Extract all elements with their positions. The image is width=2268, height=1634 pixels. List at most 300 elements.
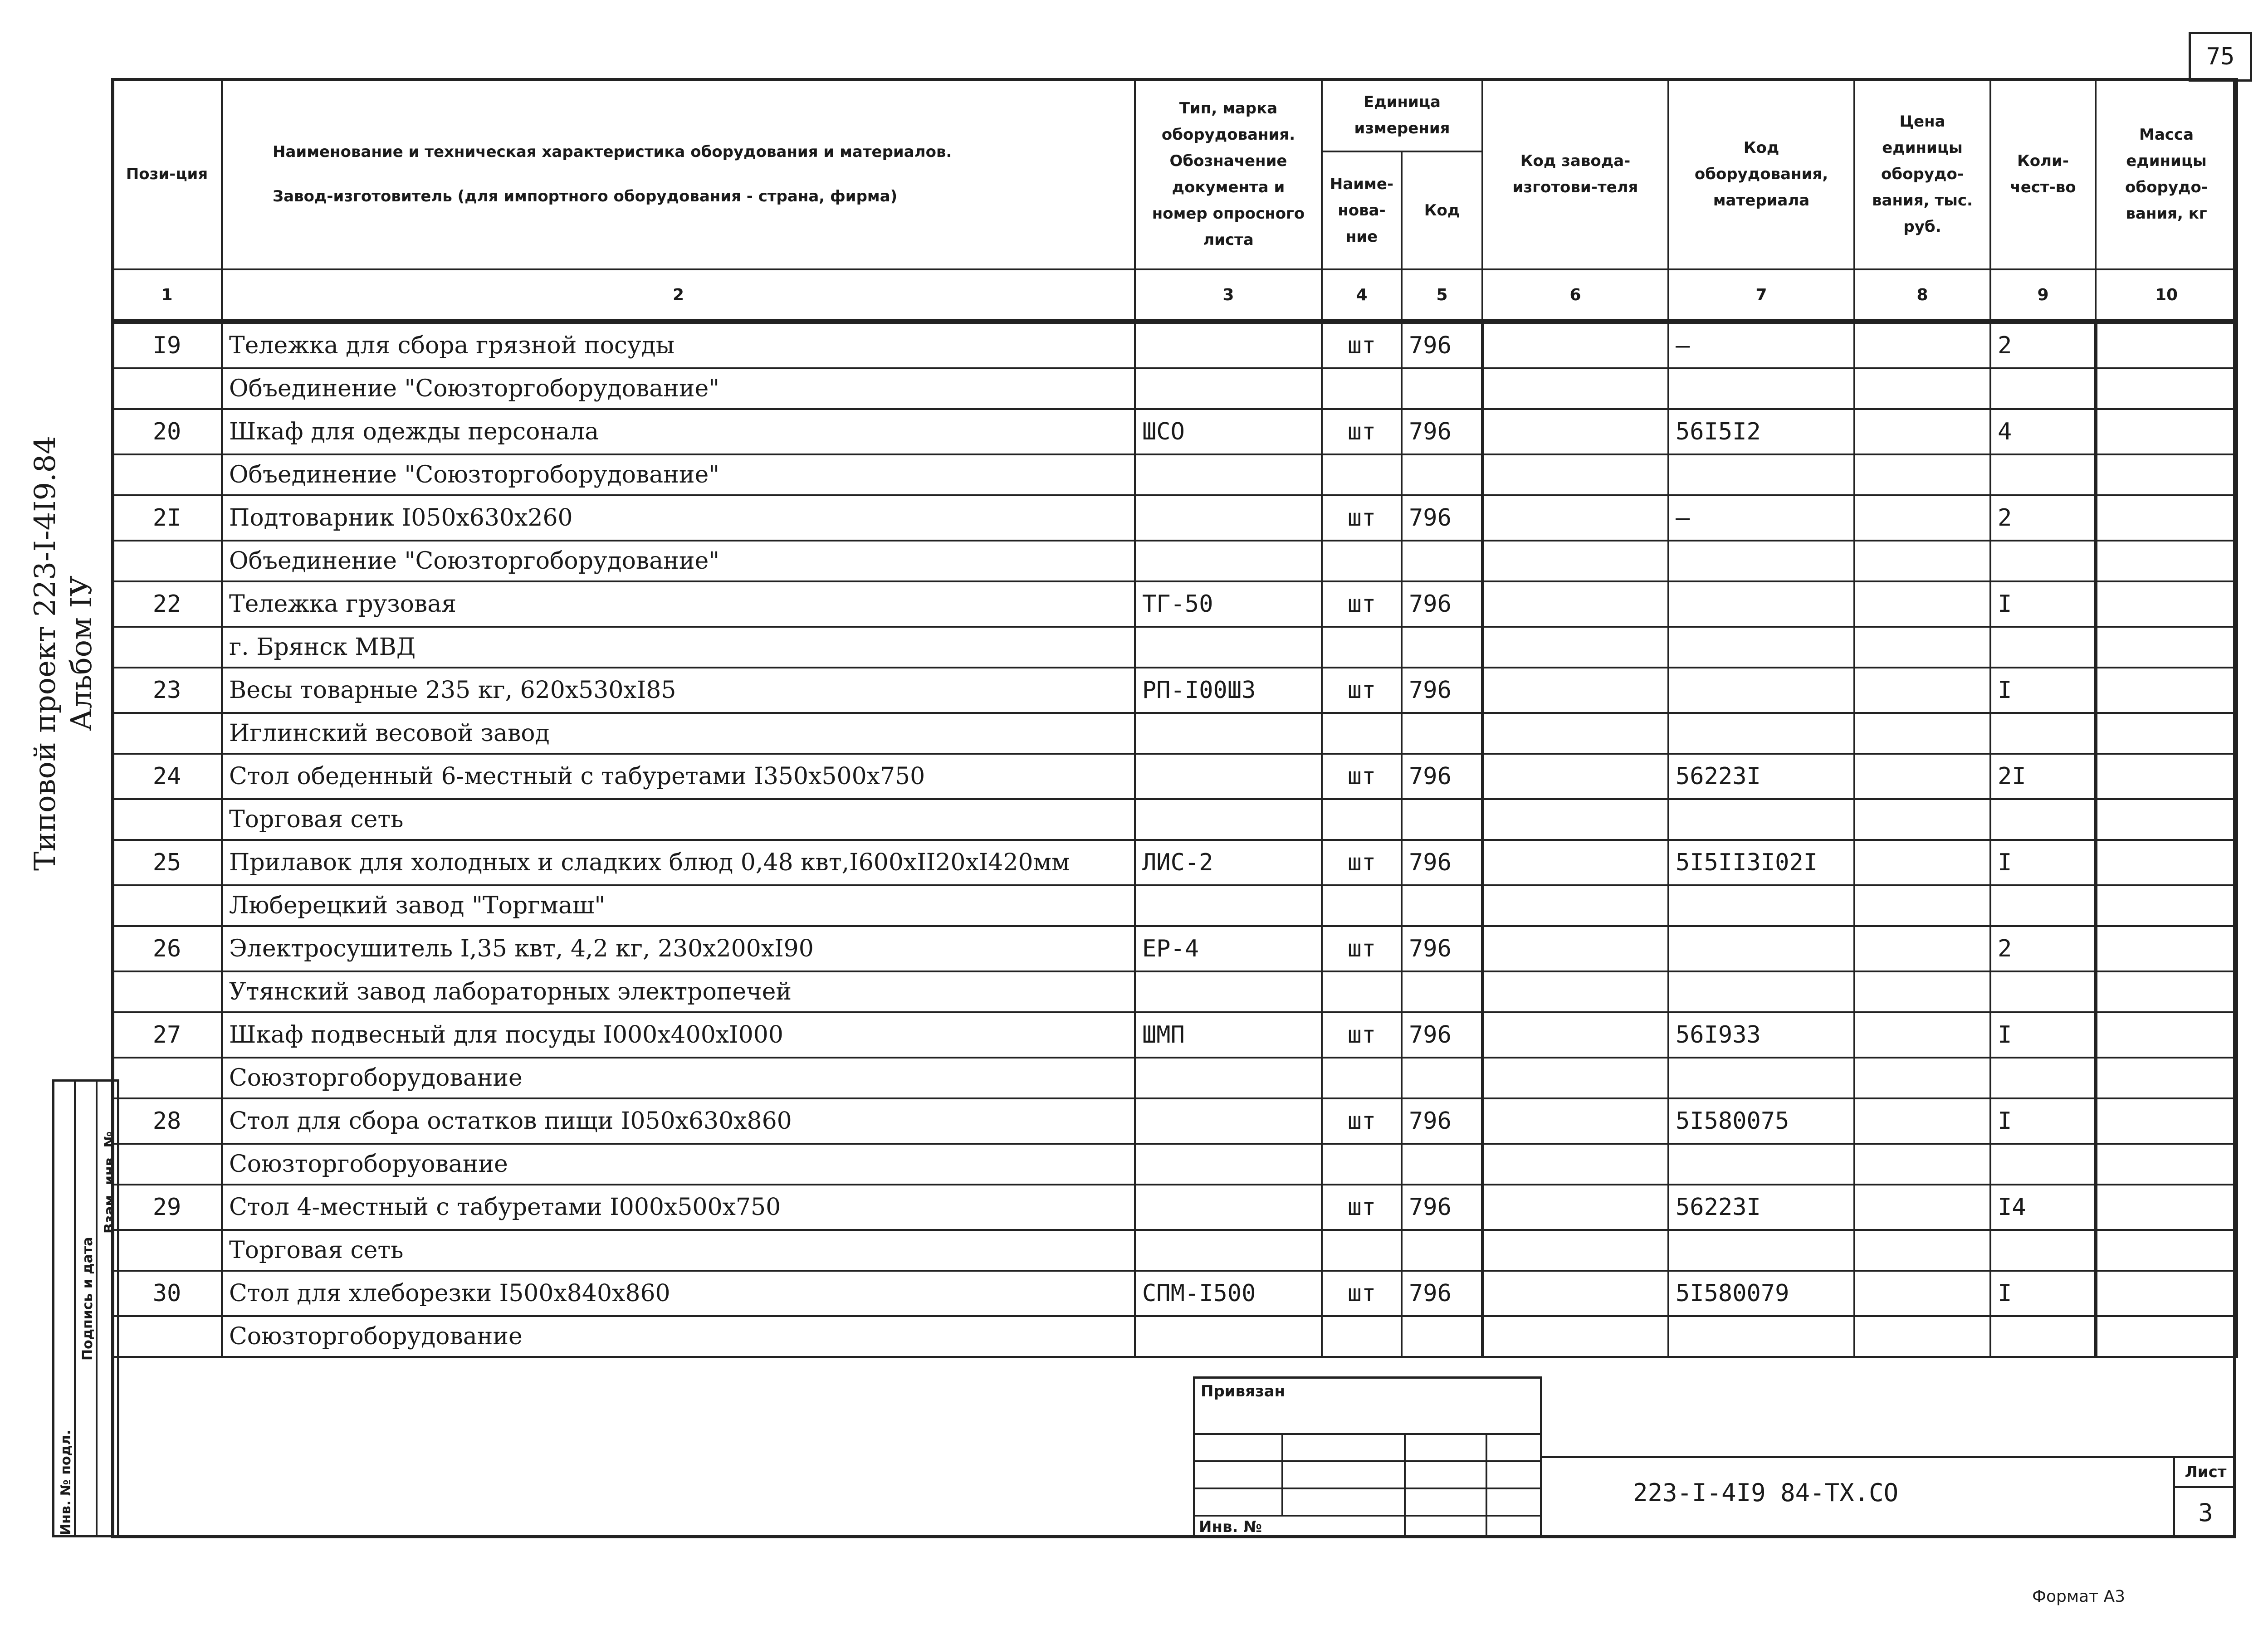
cell-empty [1668,1230,1854,1271]
cell-pos: 29 [112,1185,222,1230]
sheet-box [2173,1456,2236,1538]
cell-empty [1482,971,1668,1012]
cell-empty [112,1144,222,1185]
cell-unit: шт [1322,495,1402,541]
colnum: 9 [1990,269,2096,322]
colnum: 3 [1135,269,1322,322]
table-row [112,1271,2237,1316]
maker-row [112,627,2237,668]
cell-empty [1854,541,1990,581]
cell-price [1854,1271,1990,1316]
cell-empty [1135,799,1322,840]
cell-qty: 2 [1990,322,2096,368]
cell-empty [1482,885,1668,926]
cell-unit: шт [1322,754,1402,799]
cell-factory [1482,1185,1668,1230]
cell-name: Подтоварник I050x630x260 [222,495,1135,541]
cell-type: СПМ-I500 [1135,1271,1322,1316]
cell-empty [2096,1144,2237,1185]
header-quantity: Коли-чест-во [1990,79,2096,269]
header-factory-code: Код завода-изготови-теля [1482,79,1668,269]
cell-code: 796 [1402,1098,1482,1144]
cell-code: 796 [1402,322,1482,368]
cell-empty [1854,799,1990,840]
cell-empty [1322,1058,1402,1098]
cell-empty [1482,1316,1668,1357]
cell-empty [112,1316,222,1357]
cell-maker: Союзторгоборуование [222,1144,1135,1185]
cell-empty [112,1230,222,1271]
cell-empty [2096,799,2237,840]
cell-empty [1135,1316,1322,1357]
cell-mass [2096,322,2237,368]
cell-maker: Союзторгоборудование [222,1058,1135,1098]
cell-empty [1135,1058,1322,1098]
cell-code: 796 [1402,495,1482,541]
maker-row [112,454,2237,495]
header-mass: Масса единицы оборудо-вания, кг [2096,79,2237,269]
title-block-divider [1542,1456,2236,1458]
cell-empty [1668,454,1854,495]
cell-price [1854,1098,1990,1144]
cell-empty [1402,971,1482,1012]
cell-empty [1402,799,1482,840]
cell-pos: 26 [112,926,222,971]
maker-row [112,799,2237,840]
cell-empty [2096,368,2237,409]
cell-empty [1135,971,1322,1012]
cell-empty [1402,368,1482,409]
cell-empty [1402,1316,1482,1357]
cell-maker: Объединение "Союзторгоборудование" [222,454,1135,495]
cell-maker: Объединение "Союзторгоборудование" [222,541,1135,581]
header-name [222,79,1135,269]
cell-type: ЕР-4 [1135,926,1322,971]
cell-unit: шт [1322,322,1402,368]
cell-type: ТГ-50 [1135,581,1322,627]
cell-empty [1322,627,1402,668]
table-row [112,581,2237,627]
cell-price [1854,409,1990,454]
colnum: 6 [1482,269,1668,322]
cell-type [1135,322,1322,368]
header-equipment-code: Код оборудования, материала [1668,79,1854,269]
cell-unit: шт [1322,409,1402,454]
cell-empty [1322,1230,1402,1271]
table-row [112,754,2237,799]
side-stamp [27,436,100,871]
maker-row [112,1144,2237,1185]
cell-factory [1482,409,1668,454]
cell-empty [1668,713,1854,754]
cell-mass [2096,495,2237,541]
cell-unit: шт [1322,840,1402,885]
cell-empty [1322,541,1402,581]
cell-empty [1402,1058,1482,1098]
cell-empty [1482,713,1668,754]
cell-price [1854,1185,1990,1230]
colnum: 4 [1322,269,1402,322]
table-row [112,322,2237,368]
cell-unit: шт [1322,1185,1402,1230]
maker-row [112,541,2237,581]
cell-empty [1482,368,1668,409]
cell-name: Тележка грузовая [222,581,1135,627]
cell-empty [2096,885,2237,926]
cell-mass [2096,840,2237,885]
cell-equip [1668,581,1854,627]
colnum: 7 [1668,269,1854,322]
cell-empty [112,627,222,668]
side-stamp-album: Альбом IУ [65,576,98,731]
cell-empty [1668,1144,1854,1185]
cell-code: 796 [1402,754,1482,799]
cell-qty: 2 [1990,926,2096,971]
cell-empty [2096,1230,2237,1271]
cell-empty [1990,713,2096,754]
cell-name: Стол 4-местный с табуретами I000x500x750 [222,1185,1135,1230]
cell-empty [1322,971,1402,1012]
cell-equip: 56I5I2 [1668,409,1854,454]
cell-empty [1322,454,1402,495]
cell-qty: I [1990,1098,2096,1144]
cell-price [1854,495,1990,541]
cell-empty [1322,799,1402,840]
cell-empty [1135,885,1322,926]
cell-equip: 5I580075 [1668,1098,1854,1144]
cell-factory [1482,1271,1668,1316]
cell-maker: Торговая сеть [222,799,1135,840]
cell-unit: шт [1322,1098,1402,1144]
table-row [112,1098,2237,1144]
cell-code: 796 [1402,409,1482,454]
column-number-row [112,269,2237,322]
maker-row [112,713,2237,754]
cell-price [1854,1012,1990,1058]
table-row [112,1012,2237,1058]
cell-mass [2096,1185,2237,1230]
cell-factory [1482,754,1668,799]
cell-pos: 23 [112,668,222,713]
cell-empty [1402,885,1482,926]
cell-pos: 2I [112,495,222,541]
cell-name: Стол для хлеборезки I500x840x860 [222,1271,1135,1316]
cell-empty [1990,1316,2096,1357]
cell-empty [1322,368,1402,409]
attached-label: Привязан [1201,1382,1286,1400]
cell-name: Стол обеденный 6-местный с табуретами I350x500x750 [222,754,1135,799]
cell-pos: 24 [112,754,222,799]
cell-empty [2096,971,2237,1012]
cell-name: Стол для сбора остатков пищи I050x630x860 [222,1098,1135,1144]
cell-empty [1135,1230,1322,1271]
cell-equip [1668,668,1854,713]
cell-empty [1990,627,2096,668]
cell-equip: 5I5II3I02I [1668,840,1854,885]
cell-name: Тележка для сбора грязной посуды [222,322,1135,368]
cell-empty [2096,1058,2237,1098]
cell-empty [1482,1144,1668,1185]
cell-name: Шкаф для одежды персонала [222,409,1135,454]
cell-code: 796 [1402,1012,1482,1058]
cell-qty: 2 [1990,495,2096,541]
cell-empty [1135,368,1322,409]
cell-code: 796 [1402,840,1482,885]
cell-equip: 5I580079 [1668,1271,1854,1316]
cell-code: 796 [1402,581,1482,627]
cell-empty [2096,713,2237,754]
cell-empty [112,713,222,754]
cell-empty [112,971,222,1012]
cell-price [1854,581,1990,627]
cell-factory [1482,495,1668,541]
cell-maker: Объединение "Союзторгоборудование" [222,368,1135,409]
cell-empty [2096,454,2237,495]
cell-empty [1135,627,1322,668]
cell-code: 796 [1402,1271,1482,1316]
cell-empty [1854,971,1990,1012]
header-unit-code: Код [1402,151,1482,269]
cell-type: РП-I00Ш3 [1135,668,1322,713]
cell-empty [2096,627,2237,668]
header-position: Пози-ция [112,79,222,269]
cell-empty [1854,627,1990,668]
sheet-number: 3 [2198,1498,2213,1527]
cell-empty [112,885,222,926]
cell-empty [1990,541,2096,581]
cell-empty [1322,885,1402,926]
cell-empty [1322,713,1402,754]
cell-type [1135,495,1322,541]
cell-price [1854,754,1990,799]
cell-empty [1990,454,2096,495]
cell-equip [1668,926,1854,971]
table-body [112,322,2237,1357]
cell-maker: г. Брянск МВД [222,627,1135,668]
cell-empty [1482,627,1668,668]
cell-unit: шт [1322,1271,1402,1316]
cell-qty: I [1990,1271,2096,1316]
cell-empty [1402,541,1482,581]
cell-mass [2096,926,2237,971]
cell-empty [1402,1230,1482,1271]
cell-empty [1482,541,1668,581]
cell-empty [1990,799,2096,840]
cell-pos: 27 [112,1012,222,1058]
cell-empty [1990,1058,2096,1098]
attachment-grid [1193,1376,1542,1538]
cell-equip: – [1668,322,1854,368]
cell-pos: 25 [112,840,222,885]
cell-factory [1482,840,1668,885]
cell-empty [1990,1144,2096,1185]
cell-equip: 56223I [1668,754,1854,799]
cell-mass [2096,581,2237,627]
colnum: 5 [1402,269,1482,322]
cell-empty [2096,541,2237,581]
cell-pos: I9 [112,322,222,368]
cell-empty [1854,454,1990,495]
cell-equip: – [1668,495,1854,541]
cell-unit: шт [1322,668,1402,713]
document-code: 223-I-4I9 84-ТХ.СО [1633,1478,1899,1507]
approval-label-sign: Подпись и дата [80,1237,96,1361]
cell-factory [1482,1098,1668,1144]
header-price: Цена единицы оборудо-вания, тыс. руб. [1854,79,1990,269]
specification-table [111,78,2238,1358]
table-row [112,409,2237,454]
maker-row [112,971,2237,1012]
cell-name: Шкаф подвесный для посуды I000x400xI000 [222,1012,1135,1058]
cell-empty [1135,713,1322,754]
cell-empty [1854,1316,1990,1357]
cell-empty [112,799,222,840]
cell-empty [1402,454,1482,495]
cell-qty: 4 [1990,409,2096,454]
colnum: 2 [222,269,1135,322]
cell-price [1854,926,1990,971]
header-unit: Единица измерения [1322,79,1482,151]
cell-price [1854,840,1990,885]
cell-empty [1854,885,1990,926]
cell-qty: I [1990,1012,2096,1058]
cell-unit: шт [1322,1012,1402,1058]
cell-type [1135,1185,1322,1230]
cell-empty [1135,1144,1322,1185]
cell-empty [1990,368,2096,409]
cell-empty [112,541,222,581]
table-row [112,495,2237,541]
cell-empty [112,454,222,495]
cell-empty [1322,1316,1402,1357]
colnum: 8 [1854,269,1990,322]
cell-qty: I [1990,581,2096,627]
cell-mass [2096,1012,2237,1058]
cell-price [1854,322,1990,368]
format-label: Формат А3 [2032,1587,2126,1606]
cell-empty [1135,541,1322,581]
cell-factory [1482,926,1668,971]
cell-pos: 28 [112,1098,222,1144]
cell-empty [1668,885,1854,926]
maker-row [112,368,2237,409]
cell-qty: I [1990,668,2096,713]
cell-empty [1135,454,1322,495]
cell-empty [1668,627,1854,668]
cell-maker: Утянский завод лабораторных электропечей [222,971,1135,1012]
cell-empty [1482,1058,1668,1098]
cell-unit: шт [1322,581,1402,627]
cell-maker: Иглинский весовой завод [222,713,1135,754]
cell-empty [1854,368,1990,409]
cell-empty [1990,885,2096,926]
cell-code: 796 [1402,668,1482,713]
cell-code: 796 [1402,1185,1482,1230]
cell-unit: шт [1322,926,1402,971]
cell-type: ШМП [1135,1012,1322,1058]
table-row [112,926,2237,971]
cell-maker: Торговая сеть [222,1230,1135,1271]
cell-equip: 56223I [1668,1185,1854,1230]
cell-price [1854,668,1990,713]
cell-factory [1482,1012,1668,1058]
cell-empty [1402,713,1482,754]
maker-row [112,885,2237,926]
cell-factory [1482,581,1668,627]
cell-empty [1322,1144,1402,1185]
cell-empty [1990,971,2096,1012]
header-name-line2: Завод-изготовитель (для импортного оборудования - страна, фирма) [273,187,898,205]
cell-type [1135,754,1322,799]
sheet-label: Лист [2175,1458,2236,1488]
approval-label-inv: Инв. № подл. [58,1429,74,1535]
maker-row [112,1230,2237,1271]
maker-row [112,1316,2237,1357]
cell-code: 796 [1402,926,1482,971]
header-unit-name: Наиме-нова-ние [1322,151,1402,269]
table-row [112,1185,2237,1230]
cell-name: Прилавок для холодных и сладких блюд 0,48 квт,I600xII20xI420мм [222,840,1135,885]
cell-mass [2096,668,2237,713]
cell-empty [1854,1058,1990,1098]
cell-empty [1854,713,1990,754]
cell-equip: 56I933 [1668,1012,1854,1058]
cell-empty [1402,1144,1482,1185]
header-type: Тип, марка оборудования. Обозначение документа и номер опросного листа [1135,79,1322,269]
side-stamp-project: Типовой проект 223-I-4I9.84 [29,435,62,871]
cell-mass [2096,1271,2237,1316]
cell-qty: I [1990,840,2096,885]
cell-mass [2096,409,2237,454]
cell-empty [1668,799,1854,840]
cell-empty [1668,1058,1854,1098]
cell-empty [1668,368,1854,409]
cell-maker: Союзторгоборудование [222,1316,1135,1357]
cell-pos: 20 [112,409,222,454]
cell-empty [112,368,222,409]
approval-label-replace: Взам. инв. № [102,1131,117,1234]
cell-empty [2096,1316,2237,1357]
table-row [112,668,2237,713]
cell-empty [1482,454,1668,495]
cell-type: ЛИС-2 [1135,840,1322,885]
cell-factory [1482,322,1668,368]
colnum: 1 [112,269,222,322]
cell-empty [1482,1230,1668,1271]
colnum: 10 [2096,269,2237,322]
cell-qty: 2I [1990,754,2096,799]
cell-mass [2096,1098,2237,1144]
cell-type: ШСО [1135,409,1322,454]
maker-row [112,1058,2237,1098]
cell-pos: 30 [112,1271,222,1316]
table-row [112,840,2237,885]
cell-empty [1402,627,1482,668]
cell-name: Весы товарные 235 кг, 620x530xI85 [222,668,1135,713]
cell-empty [1854,1144,1990,1185]
cell-qty: I4 [1990,1185,2096,1230]
cell-pos: 22 [112,581,222,627]
corner-page-number: 75 [2189,32,2252,82]
cell-mass [2096,754,2237,799]
cell-empty [1668,971,1854,1012]
cell-empty [1482,799,1668,840]
inv-number-label: Инв. № [1199,1518,1262,1536]
cell-type [1135,1098,1322,1144]
cell-empty [112,1058,222,1098]
cell-empty [1668,541,1854,581]
cell-factory [1482,668,1668,713]
